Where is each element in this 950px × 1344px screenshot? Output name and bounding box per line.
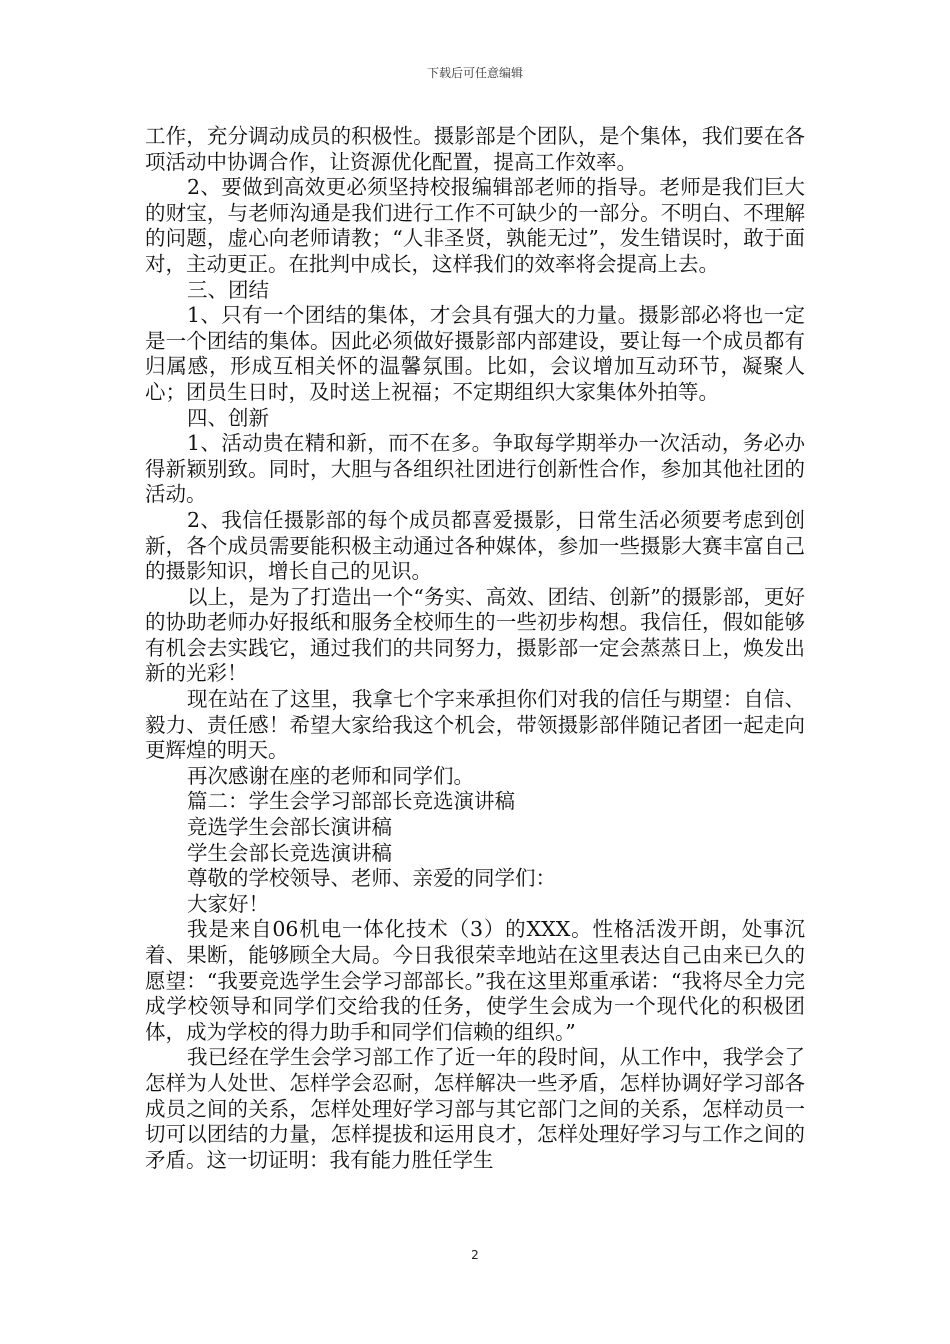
- greeting: 大家好！: [187, 891, 269, 916]
- section-heading: 三、团结: [187, 277, 269, 302]
- paragraph: 再次感谢在座的老师和同学们。: [187, 763, 474, 788]
- paragraph: 2、我信任摄影部的每个成员都喜爱摄影，日常生活必须要考虑到创新，各个成员需要能积极主动通过各种媒体，参加一些摄影大赛丰富自己的摄影知识，增长自己的见识。: [145, 507, 805, 584]
- paragraph: 以上，是为了打造出一个“务实、高效、团结、创新”的摄影部，更好的协助老师办好报纸和服务全校师生的一些初步构想。我信任，假如能够有机会去实践它，通过我们的共同努力，摄影部一定会蒸蒸日上，焕发出新的光彩！: [145, 584, 805, 686]
- paragraph: 2、要做到高效更必须坚持校报编辑部老师的指导。老师是我们巨大的财宝，与老师沟通是我们进行工作不可缺少的一部分。不明白、不理解的问题，虚心向老师请教；“人非圣贤，孰能无过”，发生错误时，敢于面对，主动更正。在批判中成长，这样我们的效率将会提高上去。: [145, 175, 805, 276]
- article-title: 篇二：学生会学习部部长竞选演讲稿: [187, 789, 515, 814]
- salutation: 尊敬的学校领导、老师、亲爱的同学们：: [187, 866, 556, 891]
- document-body: [145, 124, 805, 1173]
- paragraph: 我是来自06机电一体化技术（3）的XXX。性格活泼开朗，处事沉着、果断，能够顾全大局。今日我很荣幸地站在这里表达自己由来已久的愿望：“我要竞选学生会学习部部长。”我在这里郑重承诺：“我将尽全力完成学校领导和同学们交给我的任务，使学生会成为一个现代化的积极团体，成为学校的得力助手和同学们信赖的组织。”: [145, 917, 805, 1044]
- paragraph: 我已经在学生会学习部工作了近一年的段时间，从工作中，我学会了怎样为人处世、怎样学会忍耐，怎样解决一些矛盾，怎样协调好学习部各成员之间的关系，怎样处理好学习部与其它部门之间的关系，怎样动员一切可以团结的力量，怎样提拔和运用良才，怎样处理好学习与工作之间的矛盾。这一切证明：我有能力胜任学生: [145, 1045, 805, 1172]
- subtitle: 学生会部长竞选演讲稿: [187, 840, 392, 865]
- paragraph: 1、活动贵在精和新，而不在多。争取每学期举办一次活动，务必办得新颖别致。同时，大胆与各组织社团进行创新性合作，参加其他社团的活动。: [145, 431, 805, 507]
- subtitle: 竞选学生会部长演讲稿: [187, 815, 392, 840]
- section-heading: 四、创新: [187, 405, 269, 430]
- page-header: 下载后可任意编辑: [426, 66, 523, 80]
- paragraph: 工作，充分调动成员的积极性。摄影部是个团队，是个集体，我们要在各项活动中协调合作，让资源优化配置，提高工作效率。: [145, 124, 805, 174]
- paragraph: 1、只有一个团结的集体，才会具有强大的力量。摄影部必将也一定是一个团结的集体。因此必须做好摄影部内部建设，要让每一个成员都有归属感，形成互相关怀的温馨氛围。比如，会议增加互动环节，凝聚人心；团员生日时，及时送上祝福；不定期组织大家集体外拍等。: [145, 303, 805, 404]
- paragraph: 现在站在了这里，我拿七个字来承担你们对我的信任与期望：自信、毅力、责任感！希望大家给我这个机会，带领摄影部伴随记者团一起走向更辉煌的明天。: [145, 687, 805, 763]
- page-number: 2: [471, 1248, 479, 1262]
